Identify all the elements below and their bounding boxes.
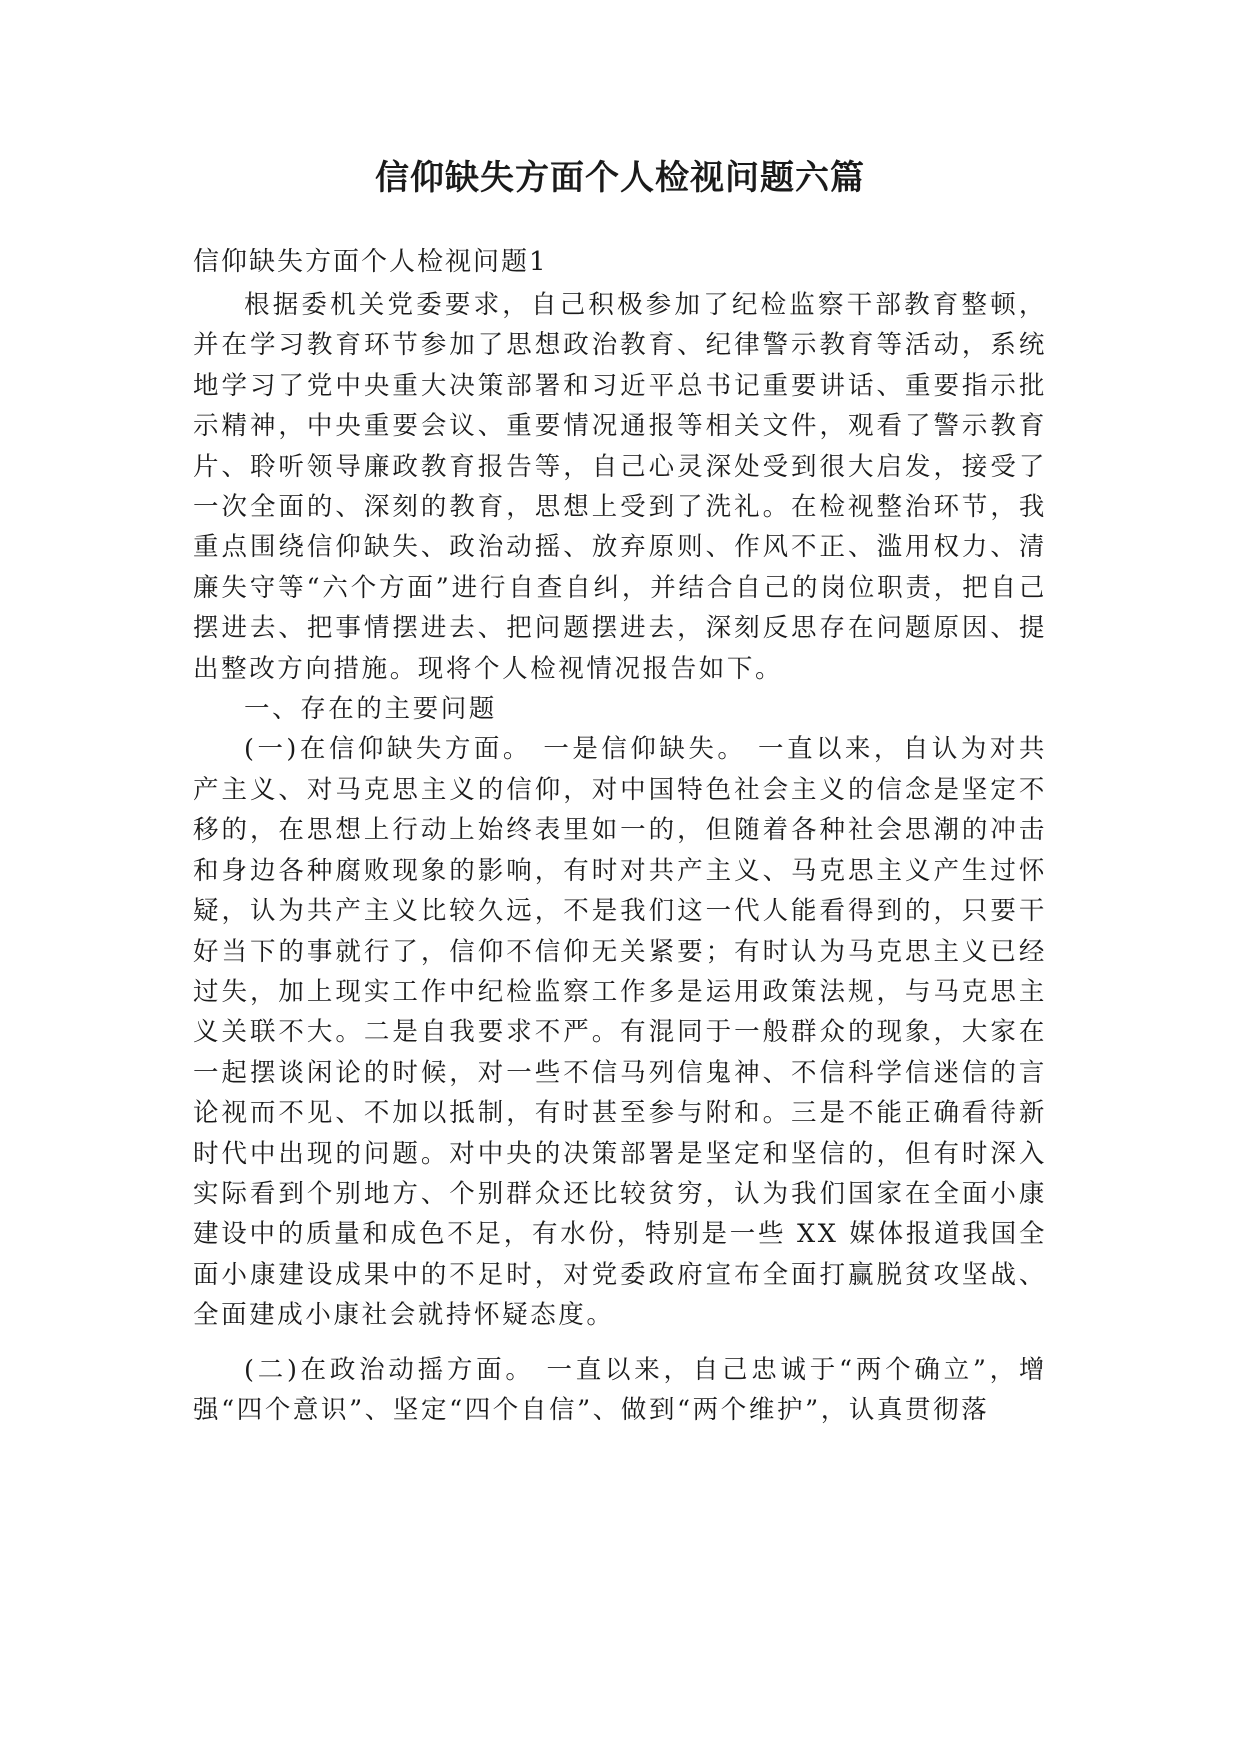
- document-title: 信仰缺失方面个人检视问题六篇: [375, 158, 865, 198]
- intro-paragraph: 根据委机关党委要求，自己积极参加了纪检监察干部教育整顿，并在学习教育环节参加了思想政治教育、纪律警示教育等活动，系统地学习了党中央重大决策部署和习近平总书记重要讲话、重要指示批示精神，中央重要会议、重要情况通报等相关文件，观看了警示教育片、聆听领导廉政教育报告等，自己心灵深处受到很大启发，接受了一次全面的、深刻的教育，思想上受到了洗礼。在检视整治环节，我重点围绕信仰缺失、政治动摇、放弃原则、作风不正、滥用权力、清廉失守等“六个方面”进行自查自纠，并结合自己的岗位职责，把自己摆进去、把事情摆进去、把问题摆进去，深刻反思存在问题原因、提出整改方向措施。现将个人检视情况报告如下。: [193, 290, 1047, 684]
- section2-paragraph: (二)在政治动摇方面。 一直以来，自己忠诚于“两个确立”，增强“四个意识”、坚定“四个自信”、做到“两个维护”，认真贯彻落: [193, 1354, 1047, 1425]
- document-subtitle: 信仰缺失方面个人检视问题1: [193, 247, 548, 277]
- document-body: [193, 242, 1047, 1430]
- section1-paragraph: (一)在信仰缺失方面。 一是信仰缺失。 一直以来，自认为对共产主义、对马克思主义的信仰，对中国特色社会主义的信念是坚定不移的，在思想上行动上始终表里如一的，但随着各种社会思潮的冲击和身边各种腐败现象的影响，有时对共产主义、马克思主义产生过怀疑，认为共产主义比较久远，不是我们这一代人能看得到的，只要干好当下的事就行了，信仰不信仰无关紧要；有时认为马克思主义已经过失，加上现实工作中纪检监察工作多是运用政策法规，与马克思主义关联不大。二是自我要求不严。有混同于一般群众的现象，大家在一起摆谈闲论的时候，对一些不信马列信鬼神、不信科学信迷信的言论视而不见、不加以抵制，有时甚至参与附和。三是不能正确看待新时代中出现的问题。对中央的决策部署是坚定和坚信的，但有时深入实际看到个别地方、个别群众还比较贫穷，认为我们国家在全面小康建设中的质量和成色不足，有水份，特别是一些 XX 媒体报道我国全面小康建设成果中的不足时，对党委政府宣布全面打赢脱贫攻坚战、全面建成小康社会就持怀疑态度。: [193, 734, 1047, 1331]
- section-heading: 一、存在的主要问题: [244, 694, 497, 725]
